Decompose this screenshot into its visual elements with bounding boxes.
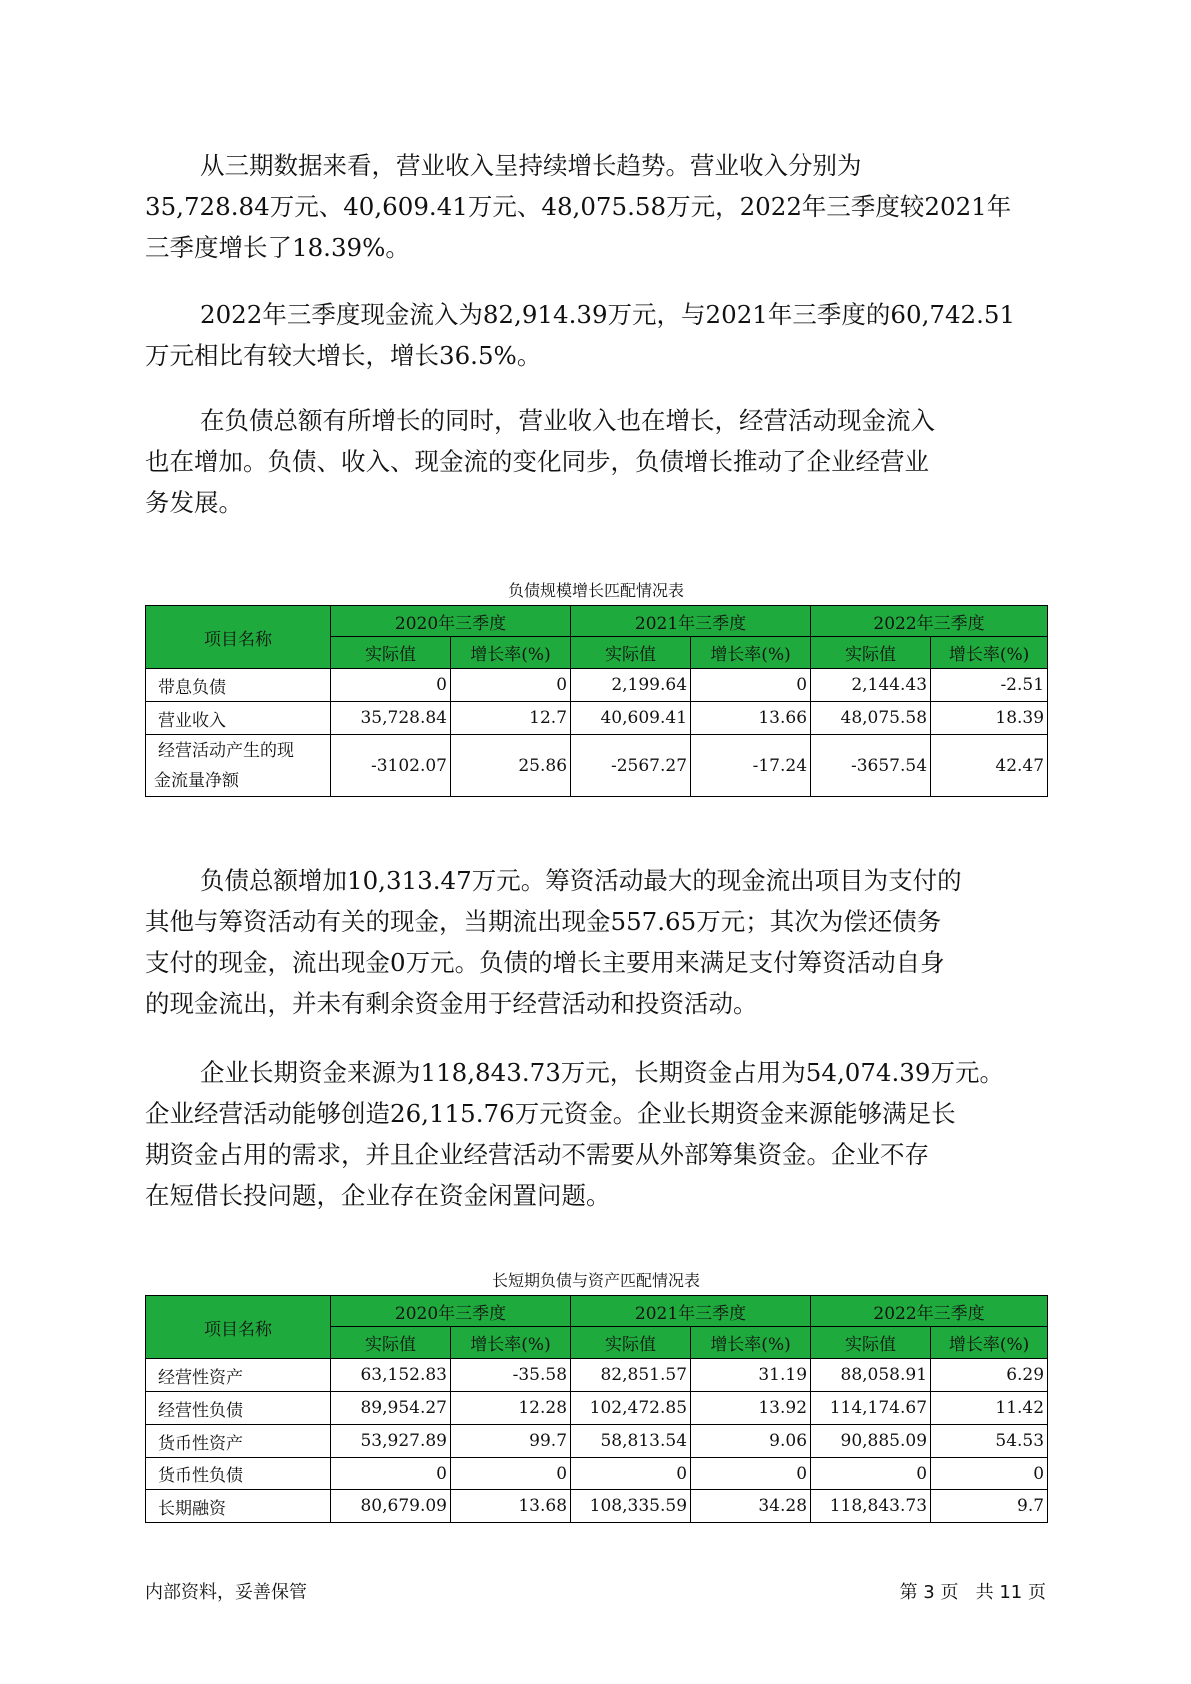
- paragraph-line: 万元相比有较大增长，增长36.5%。: [145, 341, 542, 370]
- row-label-line: 金流量净额: [154, 770, 239, 791]
- header-growth: 增长率(%): [691, 1327, 811, 1359]
- paragraph-3: [145, 400, 1065, 523]
- paragraph-line: 务发展。: [145, 488, 243, 517]
- cell: 88,058.91: [811, 1359, 931, 1392]
- header-growth: 增长率(%): [451, 1327, 571, 1359]
- cell: 42.47: [931, 735, 1048, 797]
- cell: 2,199.64: [571, 669, 691, 702]
- cell: 25.86: [451, 735, 571, 797]
- cell: 89,954.27: [331, 1392, 451, 1425]
- row-label-line: 经营活动产生的现: [158, 740, 294, 761]
- header-growth: 增长率(%): [691, 637, 811, 669]
- cell: 48,075.58: [811, 702, 931, 735]
- cell: 0: [331, 669, 451, 702]
- cell: -2567.27: [571, 735, 691, 797]
- table-row: [146, 669, 1048, 702]
- table-row: [146, 1458, 1048, 1490]
- paragraph-1: [145, 145, 1065, 268]
- header-period-2021: 2021年三季度: [571, 1296, 811, 1327]
- header-period-2022: 2022年三季度: [811, 606, 1048, 637]
- cell: 0: [931, 1458, 1048, 1490]
- cell: 35,728.84: [331, 702, 451, 735]
- row-label: 货币性负债: [146, 1458, 331, 1490]
- cell: 9.7: [931, 1490, 1048, 1523]
- cell: 53,927.89: [331, 1425, 451, 1458]
- cell: 12.28: [451, 1392, 571, 1425]
- cell: 80,679.09: [331, 1490, 451, 1523]
- cell: 31.19: [691, 1359, 811, 1392]
- header-growth: 增长率(%): [931, 637, 1048, 669]
- table-row: [146, 702, 1048, 735]
- paragraph-line: 35,728.84万元、40,609.41万元、48,075.58万元，2022年三季度较2021年: [145, 192, 1012, 221]
- cell: 54.53: [931, 1425, 1048, 1458]
- cell: 13.68: [451, 1490, 571, 1523]
- paragraph-line: 企业长期资金来源为118,843.73万元，长期资金占用为54,074.39万元。: [200, 1058, 1004, 1087]
- cell: 118,843.73: [811, 1490, 931, 1523]
- cell: 114,174.67: [811, 1392, 931, 1425]
- header-period-2021: 2021年三季度: [571, 606, 811, 637]
- table1-caption: 负债规模增长匹配情况表: [507, 581, 684, 600]
- table-row: [146, 1490, 1048, 1523]
- cell: 11.42: [931, 1392, 1048, 1425]
- cell: 108,335.59: [571, 1490, 691, 1523]
- cell: 0: [451, 669, 571, 702]
- paragraph-line: 在短借长投问题，企业存在资金闲置问题。: [145, 1181, 611, 1210]
- cell: 9.06: [691, 1425, 811, 1458]
- header-actual: 实际值: [331, 1327, 451, 1359]
- cell: -2.51: [931, 669, 1048, 702]
- paragraph-line: 企业经营活动能够创造26,115.76万元资金。企业长期资金来源能够满足长: [145, 1099, 956, 1128]
- table-row: [146, 1392, 1048, 1425]
- debt-asset-matching-table: [145, 1295, 1048, 1523]
- paragraph-line: 从三期数据来看，营业收入呈持续增长趋势。营业收入分别为: [200, 151, 862, 180]
- paragraph-line: 2022年三季度现金流入为82,914.39万元，与2021年三季度的60,742.51: [200, 300, 1016, 329]
- cell: -3657.54: [811, 735, 931, 797]
- paragraph-4: [145, 860, 1065, 1024]
- cell: 12.7: [451, 702, 571, 735]
- header-item-name: 项目名称: [146, 1296, 331, 1359]
- debt-scale-table: [145, 605, 1048, 797]
- cell: 0: [451, 1458, 571, 1490]
- paragraph-line: 负债总额增加10,313.47万元。筹资活动最大的现金流出项目为支付的: [200, 866, 962, 895]
- paragraph-line: 在负债总额有所增长的同时，营业收入也在增长，经营活动现金流入: [200, 406, 935, 435]
- cell: 13.92: [691, 1392, 811, 1425]
- paragraph-line: 其他与筹资活动有关的现金，当期流出现金557.65万元；其次为偿还债务: [145, 907, 942, 936]
- cell: 0: [571, 1458, 691, 1490]
- cell: 34.28: [691, 1490, 811, 1523]
- cell: 58,813.54: [571, 1425, 691, 1458]
- header-growth: 增长率(%): [931, 1327, 1048, 1359]
- cell: 63,152.83: [331, 1359, 451, 1392]
- header-actual: 实际值: [811, 637, 931, 669]
- header-period-2020: 2020年三季度: [331, 1296, 571, 1327]
- paragraph-line: 三季度增长了18.39%。: [145, 233, 410, 262]
- cell: 2,144.43: [811, 669, 931, 702]
- row-label: 带息负债: [146, 669, 331, 702]
- table-row: [146, 735, 1048, 797]
- cell: 0: [691, 669, 811, 702]
- page-number: 第 3 页 共 11 页: [899, 1582, 1046, 1603]
- paragraph-line: 支付的现金，流出现金0万元。负债的增长主要用来满足支付筹资活动自身: [145, 948, 945, 977]
- paragraph-line: 期资金占用的需求，并且企业经营活动不需要从外部筹集资金。企业不存: [145, 1140, 929, 1169]
- paragraph-2: [145, 294, 1065, 376]
- cell: 0: [811, 1458, 931, 1490]
- header-actual: 实际值: [571, 1327, 691, 1359]
- cell: 102,472.85: [571, 1392, 691, 1425]
- cell: -35.58: [451, 1359, 571, 1392]
- row-label: [146, 735, 331, 797]
- header-period-2022: 2022年三季度: [811, 1296, 1048, 1327]
- header-actual: 实际值: [811, 1327, 931, 1359]
- table-row: [146, 1425, 1048, 1458]
- header-actual: 实际值: [571, 637, 691, 669]
- header-period-2020: 2020年三季度: [331, 606, 571, 637]
- table2-caption: 长短期负债与资产匹配情况表: [491, 1271, 700, 1290]
- cell: 82,851.57: [571, 1359, 691, 1392]
- row-label: 货币性资产: [146, 1425, 331, 1458]
- cell: 13.66: [691, 702, 811, 735]
- cell: 40,609.41: [571, 702, 691, 735]
- row-label: 营业收入: [146, 702, 331, 735]
- header-growth: 增长率(%): [451, 637, 571, 669]
- cell: 6.29: [931, 1359, 1048, 1392]
- cell: 0: [331, 1458, 451, 1490]
- paragraph-line: 也在增加。负债、收入、现金流的变化同步，负债增长推动了企业经营业: [145, 447, 929, 476]
- table-row: [146, 1359, 1048, 1392]
- row-label: 经营性负债: [146, 1392, 331, 1425]
- cell: -3102.07: [331, 735, 451, 797]
- row-label: 经营性资产: [146, 1359, 331, 1392]
- cell: 99.7: [451, 1425, 571, 1458]
- cell: 90,885.09: [811, 1425, 931, 1458]
- paragraph-line: 的现金流出，并未有剩余资金用于经营活动和投资活动。: [145, 989, 758, 1018]
- header-item-name: 项目名称: [146, 606, 331, 669]
- cell: 0: [691, 1458, 811, 1490]
- row-label: 长期融资: [146, 1490, 331, 1523]
- footer-note: 内部资料，妥善保管: [145, 1582, 307, 1603]
- paragraph-5: [145, 1052, 1065, 1216]
- header-actual: 实际值: [331, 637, 451, 669]
- cell: 18.39: [931, 702, 1048, 735]
- cell: -17.24: [691, 735, 811, 797]
